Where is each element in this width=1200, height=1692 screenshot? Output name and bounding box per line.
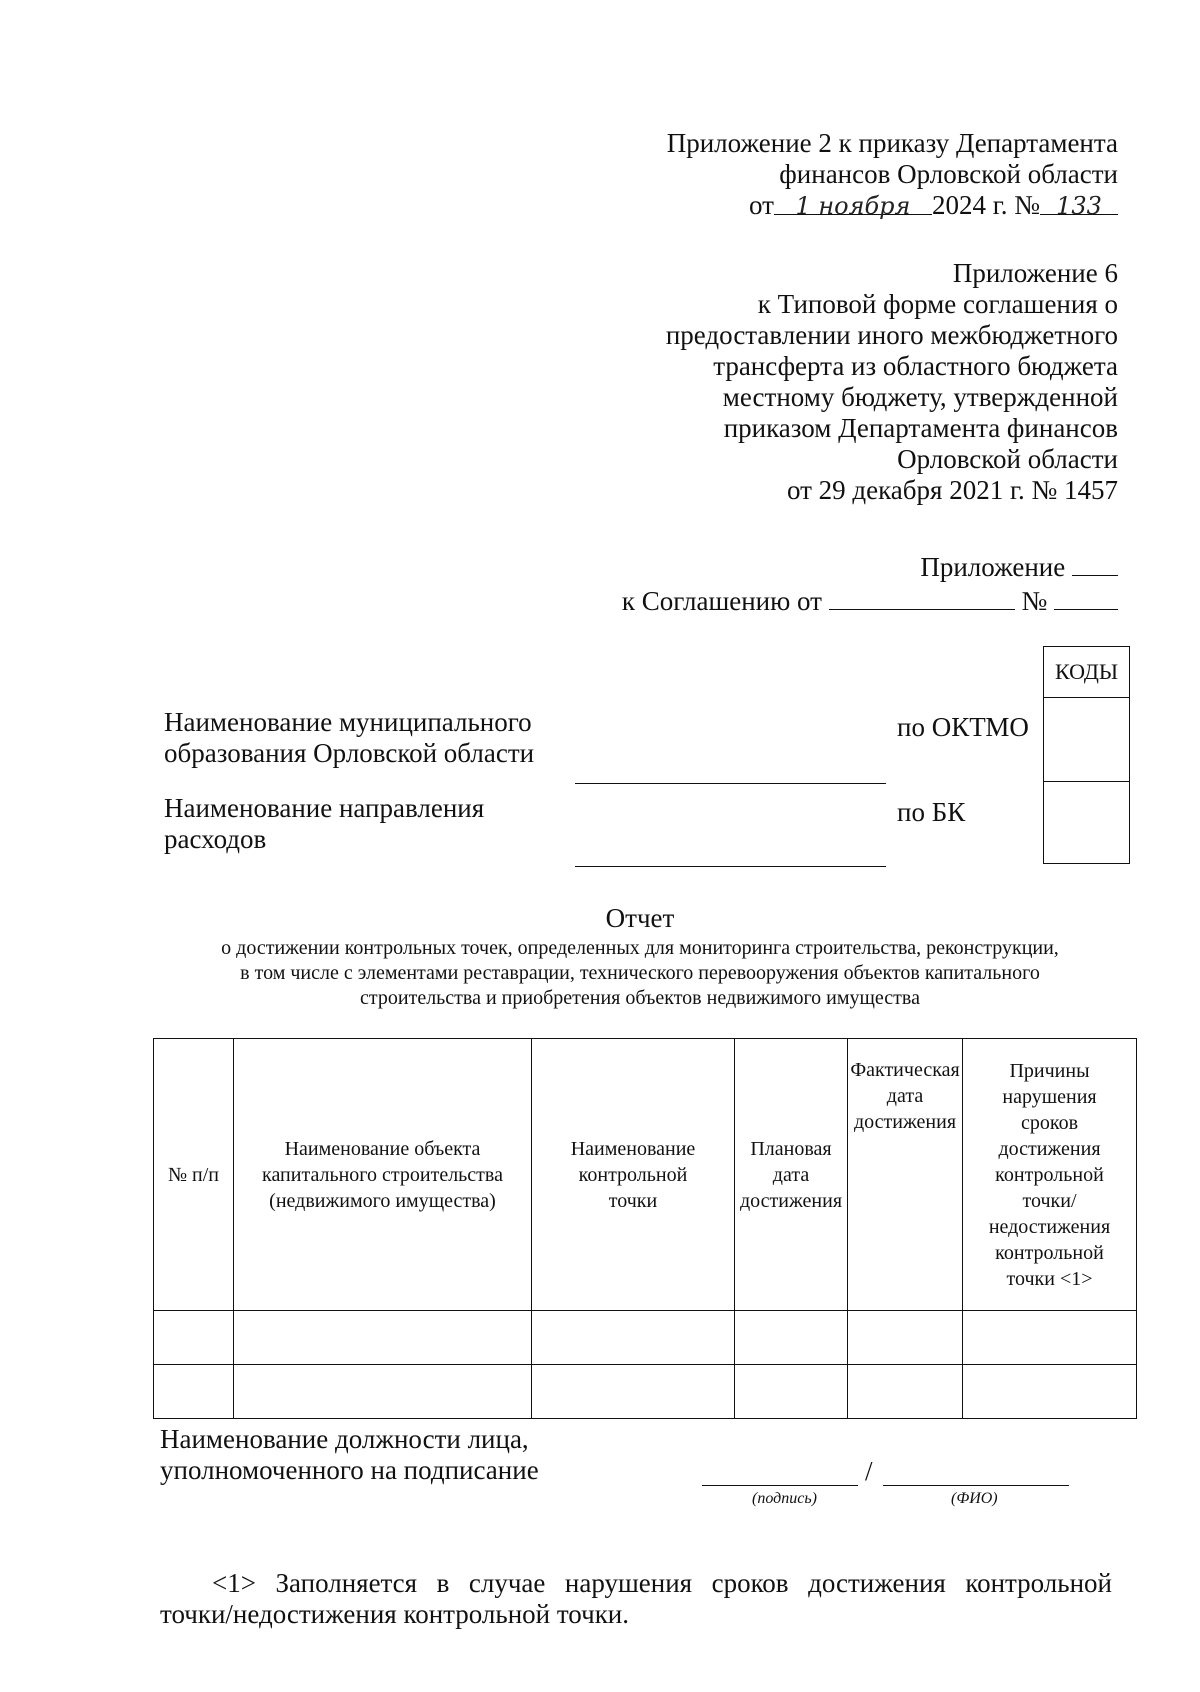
- order-appendix-line1: Приложение 2 к приказу Департамента: [666, 128, 1118, 158]
- col-header-checkpoint-name: Наименование контрольной точки: [532, 1039, 735, 1311]
- table-cell[interactable]: [848, 1365, 963, 1419]
- municipality-label-line2: образования Орловской области: [164, 738, 535, 768]
- report-table: [153, 1038, 1137, 1419]
- direction-input-line[interactable]: [575, 865, 886, 867]
- order-number-handwritten: 133: [1056, 192, 1102, 220]
- appendix6-block: [666, 258, 1118, 506]
- agreement-number-field[interactable]: [1054, 585, 1118, 610]
- appendix6-line: местному бюджету, утвержденной: [722, 382, 1118, 412]
- oktmo-code-cell[interactable]: [1044, 697, 1129, 781]
- full-name-caption: (ФИО): [951, 1490, 998, 1507]
- agreement-date-field[interactable]: [829, 585, 1015, 610]
- direction-label-line1: Наименование направления: [164, 793, 485, 823]
- table-header-row: [154, 1039, 1137, 1311]
- signature-input-line[interactable]: [702, 1484, 858, 1486]
- col-header-violation-reasons: Причины нарушения сроков достижения контрольной точки/ недостижения контрольной точки <1>: [963, 1039, 1137, 1311]
- report-subtitle-line1: о достижении контрольных точек, определенных для мониторинга строительства, реконструкции,: [221, 937, 1059, 959]
- appendix6-line: приказом Департамента финансов: [723, 413, 1118, 443]
- table-cell[interactable]: [532, 1311, 735, 1365]
- table-cell[interactable]: [154, 1311, 234, 1365]
- table-cell[interactable]: [735, 1365, 848, 1419]
- order-appendix-line2: финансов Орловской области: [779, 159, 1118, 189]
- table-cell[interactable]: [154, 1365, 234, 1419]
- agreement-ref-line: [622, 584, 1118, 618]
- direction-label: [164, 793, 484, 855]
- order-date-handwritten: 1 ноября: [795, 192, 911, 220]
- appendix6-line: Орловской области: [897, 444, 1118, 474]
- agreement-appendix-block: [622, 550, 1118, 618]
- report-title: Отчет: [605, 903, 675, 933]
- codes-header: КОДЫ: [1054, 659, 1119, 684]
- codes-box: [1043, 646, 1130, 864]
- appendix6-line: к Типовой форме соглашения о: [757, 289, 1118, 319]
- agreement-number-sign: №: [1021, 586, 1048, 616]
- agreement-ref-label: к Соглашению от: [621, 586, 822, 616]
- col-header-planned-date: Плановая дата достижения: [735, 1039, 848, 1311]
- municipality-input-line[interactable]: [575, 782, 886, 784]
- signature-caption: (подпись): [752, 1490, 817, 1507]
- order-date-suffix: 2024 г. №: [931, 190, 1040, 220]
- order-appendix-header: [667, 128, 1118, 221]
- appendix6-line: трансферта из областного бюджета: [713, 351, 1118, 381]
- col-header-actual-date: Фактическая дата достижения: [848, 1039, 963, 1311]
- agreement-appendix-line: [622, 550, 1118, 584]
- signatory-position-line2: уполномоченного на подписание: [160, 1455, 539, 1485]
- oktmo-label: по ОКТМО: [897, 712, 1029, 742]
- bk-code-cell[interactable]: [1044, 781, 1129, 863]
- table-cell[interactable]: [234, 1365, 532, 1419]
- order-date-prefix: от: [749, 190, 774, 220]
- signature-separator: /: [865, 1456, 873, 1486]
- bk-label: по БК: [897, 797, 966, 827]
- direction-label-line2: расходов: [164, 824, 267, 854]
- table-row: [154, 1311, 1137, 1365]
- footnote: [160, 1568, 1112, 1630]
- table-cell[interactable]: [848, 1311, 963, 1365]
- footnote-line2: точки/недостижения контрольной точки.: [160, 1599, 630, 1629]
- col-header-object-name: Наименование объекта капитального строительства (недвижимого имущества): [234, 1039, 532, 1311]
- col-header-number: № п/п: [154, 1039, 234, 1311]
- table-cell[interactable]: [735, 1311, 848, 1365]
- appendix6-line: Приложение 6: [952, 258, 1118, 288]
- appendix6-line: от 29 декабря 2021 г. № 1457: [786, 475, 1118, 505]
- order-date-handwritten-field: [774, 190, 932, 220]
- appendix6-line: предоставлении иного межбюджетного: [665, 320, 1118, 350]
- order-number-field: [1040, 190, 1118, 220]
- signatory-position-label: [160, 1424, 539, 1486]
- report-subtitle-line2: в том числе с элементами реставрации, технического перевооружения объектов капитального: [240, 962, 1040, 984]
- municipality-label-line1: Наименование муниципального: [164, 707, 532, 737]
- order-date-line: [667, 190, 1118, 221]
- table-cell[interactable]: [532, 1365, 735, 1419]
- report-subtitle-line3: строительства и приобретения объектов недвижимого имущества: [360, 987, 920, 1009]
- table-cell[interactable]: [963, 1311, 1137, 1365]
- table-cell[interactable]: [963, 1365, 1137, 1419]
- signatory-position-line1: Наименование должности лица,: [160, 1424, 529, 1454]
- table-row: [154, 1365, 1137, 1419]
- full-name-input-line[interactable]: [883, 1484, 1069, 1486]
- agreement-appendix-number-field[interactable]: [1072, 551, 1118, 576]
- footnote-line1: <1> Заполняется в случае нарушения сроков достижения контрольной: [212, 1568, 1112, 1598]
- agreement-appendix-label: Приложение: [920, 552, 1066, 582]
- municipality-label: [164, 707, 534, 769]
- report-subtitle: [0, 936, 1200, 1011]
- table-cell[interactable]: [234, 1311, 532, 1365]
